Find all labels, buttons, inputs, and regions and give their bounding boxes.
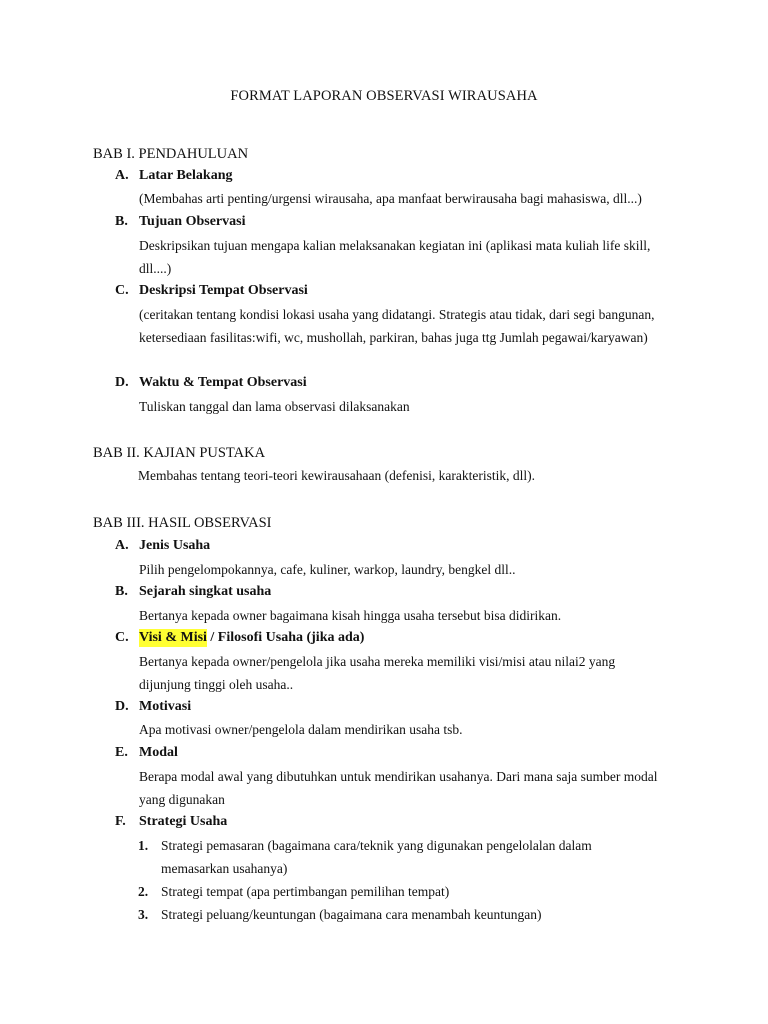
numbered-item [138,834,638,880]
item-letter: B. [115,584,128,599]
section-item-latar-belakang [115,167,232,185]
numbered-item-text: Strategi pemasaran (bagaimana cara/teknik yang digunakan pengelolalan dalam memasarkan usahanya) [161,838,592,876]
item-label: Latar Belakang [139,168,233,183]
numbered-item-text: Strategi peluang/keuntungan (bagaimana cara menambah keuntungan) [161,907,542,922]
item-label: Jenis Usaha [139,538,211,553]
item-letter: D. [115,699,129,714]
item-label: Strategi Usaha [139,814,228,829]
item-description: Bertanya kepada owner/pengelola jika usaha mereka memiliki visi/misi atau nilai2 yang dijunjung tinggi oleh usaha.. [139,654,616,692]
item-description: Apa motivasi owner/pengelola dalam mendirikan usaha tsb. [139,722,463,737]
numbered-item [138,903,638,926]
numbered-item [138,880,638,903]
item-letter: A. [115,168,129,183]
item-label: Tujuan Observasi [139,214,246,229]
chapter-heading-bab-1: BAB I. PENDAHULUAN [93,146,249,162]
item-number: 3. [138,907,149,922]
item-letter: A. [115,538,129,553]
section-item-modal [115,744,178,762]
item-letter: C. [115,630,129,645]
item-label: Motivasi [139,699,192,714]
section-item-visi-misi [115,629,364,647]
item-letter: B. [115,214,128,229]
item-number: 2. [138,884,149,899]
item-description: (ceritakan tentang kondisi lokasi usaha yang didatangi. Strategis atau tidak, dari segi bangunan, ketersediaan fasilitas:wifi, wc, mushollah, parkiran, bahas juga ttg Jumlah pegawai/karyawan) [139,307,655,345]
chapter-description: Membahas tentang teori-teori kewirausahaan (defenisi, karakteristik, dll). [138,468,535,483]
section-item-waktu-tempat [115,374,307,392]
item-number: 1. [138,838,149,853]
document-title: FORMAT LAPORAN OBSERVASI WIRAUSAHA [230,88,538,104]
chapter-heading-bab-3: BAB III. HASIL OBSERVASI [93,515,272,531]
item-label: Waktu & Tempat Observasi [139,375,307,390]
section-item-motivasi [115,698,191,716]
chapter-heading-bab-2: BAB II. KAJIAN PUSTAKA [93,445,266,461]
section-item-deskripsi-tempat [115,282,308,300]
section-item-sejarah [115,583,271,601]
item-letter: C. [115,283,129,298]
item-description: Bertanya kepada owner bagaimana kisah hingga usaha tersebut bisa didirikan. [139,608,562,623]
item-description: Berapa modal awal yang dibutuhkan untuk mendirikan usahanya. Dari mana saja sumber modal yang digunakan [139,769,658,807]
item-label: Modal [139,745,178,760]
item-letter: D. [115,375,129,390]
item-label: Deskripsi Tempat Observasi [139,283,308,298]
section-item-strategi-usaha [115,813,227,831]
item-label: / Filosofi Usaha (jika ada) [206,630,365,645]
numbered-item-text: Strategi tempat (apa pertimbangan pemilihan tempat) [161,884,450,899]
highlighted-label: Visi & Misi [139,630,207,645]
section-item-tujuan-observasi [115,213,245,231]
item-description: Tuliskan tanggal dan lama observasi dilaksanakan [139,399,410,414]
item-description: Deskripsikan tujuan mengapa kalian melaksanakan kegiatan ini (aplikasi mata kuliah life skill, dll....) [139,238,651,276]
item-label: Sejarah singkat usaha [139,584,272,599]
item-letter: F. [115,814,126,829]
item-description: Pilih pengelompokannya, cafe, kuliner, warkop, laundry, bengkel dll.. [139,562,516,577]
item-letter: E. [115,745,128,760]
section-item-jenis-usaha [115,537,210,555]
item-description: (Membahas arti penting/urgensi wirausaha, apa manfaat berwirausaha bagi mahasiswa, dll...) [139,191,642,206]
